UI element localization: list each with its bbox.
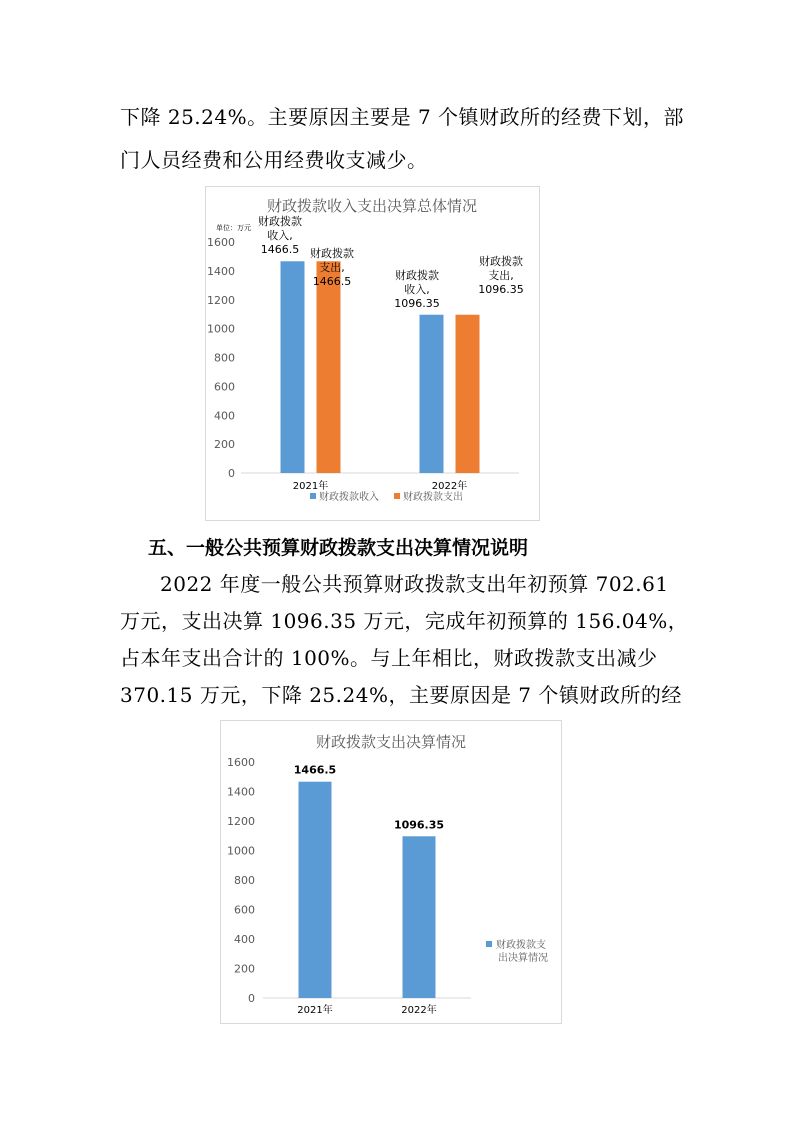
data-label: 财政拨款: [310, 247, 354, 260]
data-label: 收入,: [404, 283, 430, 296]
legend-swatch: [310, 493, 316, 499]
data-label: 支出,: [319, 261, 345, 274]
y-tick-label: 1400: [227, 785, 255, 799]
x-tick-label: 2021年: [292, 481, 329, 492]
x-tick-label: 2021年: [297, 1005, 333, 1016]
y-tick-label: 400: [214, 409, 235, 423]
data-label: 1466.5: [260, 243, 300, 256]
paragraph-line: 万元，支出决算 1096.35 万元，完成年初预算的 156.04%，: [120, 609, 689, 633]
y-tick-label: 1000: [227, 844, 255, 858]
bar: [403, 836, 436, 998]
chart-summary-svg: [206, 187, 539, 520]
data-label: 1096.35: [478, 283, 524, 296]
x-tick-label: 2022年: [431, 481, 468, 492]
chart-title: 财政拨款支出决算情况: [315, 733, 467, 751]
chart-expenditure: [220, 720, 562, 1024]
y-tick-label: 600: [234, 903, 255, 917]
paragraph-line: 2022 年度一般公共预算财政拨款支出年初预算 702.61: [160, 572, 669, 596]
bar: [420, 315, 444, 473]
bar: [317, 261, 341, 473]
y-tick-label: 1200: [207, 293, 235, 307]
y-tick-label: 600: [214, 380, 235, 394]
chart-title: 财政拨款收入支出决算总体情况: [266, 197, 478, 215]
unit-label: 单位：万元: [216, 224, 251, 232]
legend-label: 财政拨款支: [496, 940, 546, 951]
y-tick-label: 0: [228, 467, 235, 480]
y-tick-label: 1600: [207, 236, 235, 249]
section-heading: 五、一般公共预算财政拨款支出决算情况说明: [148, 537, 529, 559]
bar: [299, 782, 332, 998]
bar: [281, 261, 305, 473]
legend-label: 财政拨款支出: [403, 492, 463, 503]
data-label: 收入,: [267, 229, 293, 242]
y-tick-label: 0: [248, 992, 255, 1005]
legend-swatch: [486, 941, 492, 947]
paragraph-line: 占本年支出合计的 100%。与上年相比，财政拨款支出减少: [120, 646, 658, 670]
legend-label: 财政拨款收入: [319, 492, 379, 503]
bar: [456, 315, 480, 473]
data-label: 1466.5: [312, 275, 352, 288]
data-label: 1096.35: [393, 818, 445, 832]
data-label: 支出,: [488, 269, 514, 282]
x-tick-label: 2022年: [401, 1005, 437, 1016]
y-tick-label: 1000: [207, 322, 235, 336]
chart-summary: [205, 186, 540, 521]
y-tick-label: 800: [234, 874, 255, 887]
y-tick-label: 800: [214, 351, 235, 365]
legend-swatch: [394, 493, 400, 499]
y-tick-label: 1400: [207, 264, 235, 278]
y-tick-label: 1200: [227, 815, 255, 828]
y-tick-label: 200: [214, 438, 235, 452]
data-label: 1466.5: [293, 763, 337, 777]
y-tick-label: 200: [234, 962, 255, 976]
paragraph-line: 下降 25.24%。主要原因主要是 7 个镇财政所的经费下划，部: [120, 105, 685, 129]
y-tick-label: 1600: [227, 756, 255, 769]
legend-label: 出决算情况: [498, 953, 548, 964]
data-label: 财政拨款: [258, 215, 302, 228]
data-label: 财政拨款: [479, 255, 523, 268]
paragraph-line: 370.15 万元，下降 25.24%，主要原因是 7 个镇财政所的经: [120, 683, 682, 707]
paragraph-line: 门人员经费和公用经费收支减少。: [120, 148, 428, 172]
chart-expenditure-svg: [221, 721, 561, 1023]
data-label: 1096.35: [394, 297, 440, 310]
y-tick-label: 400: [234, 933, 255, 946]
data-label: 财政拨款: [395, 269, 439, 282]
